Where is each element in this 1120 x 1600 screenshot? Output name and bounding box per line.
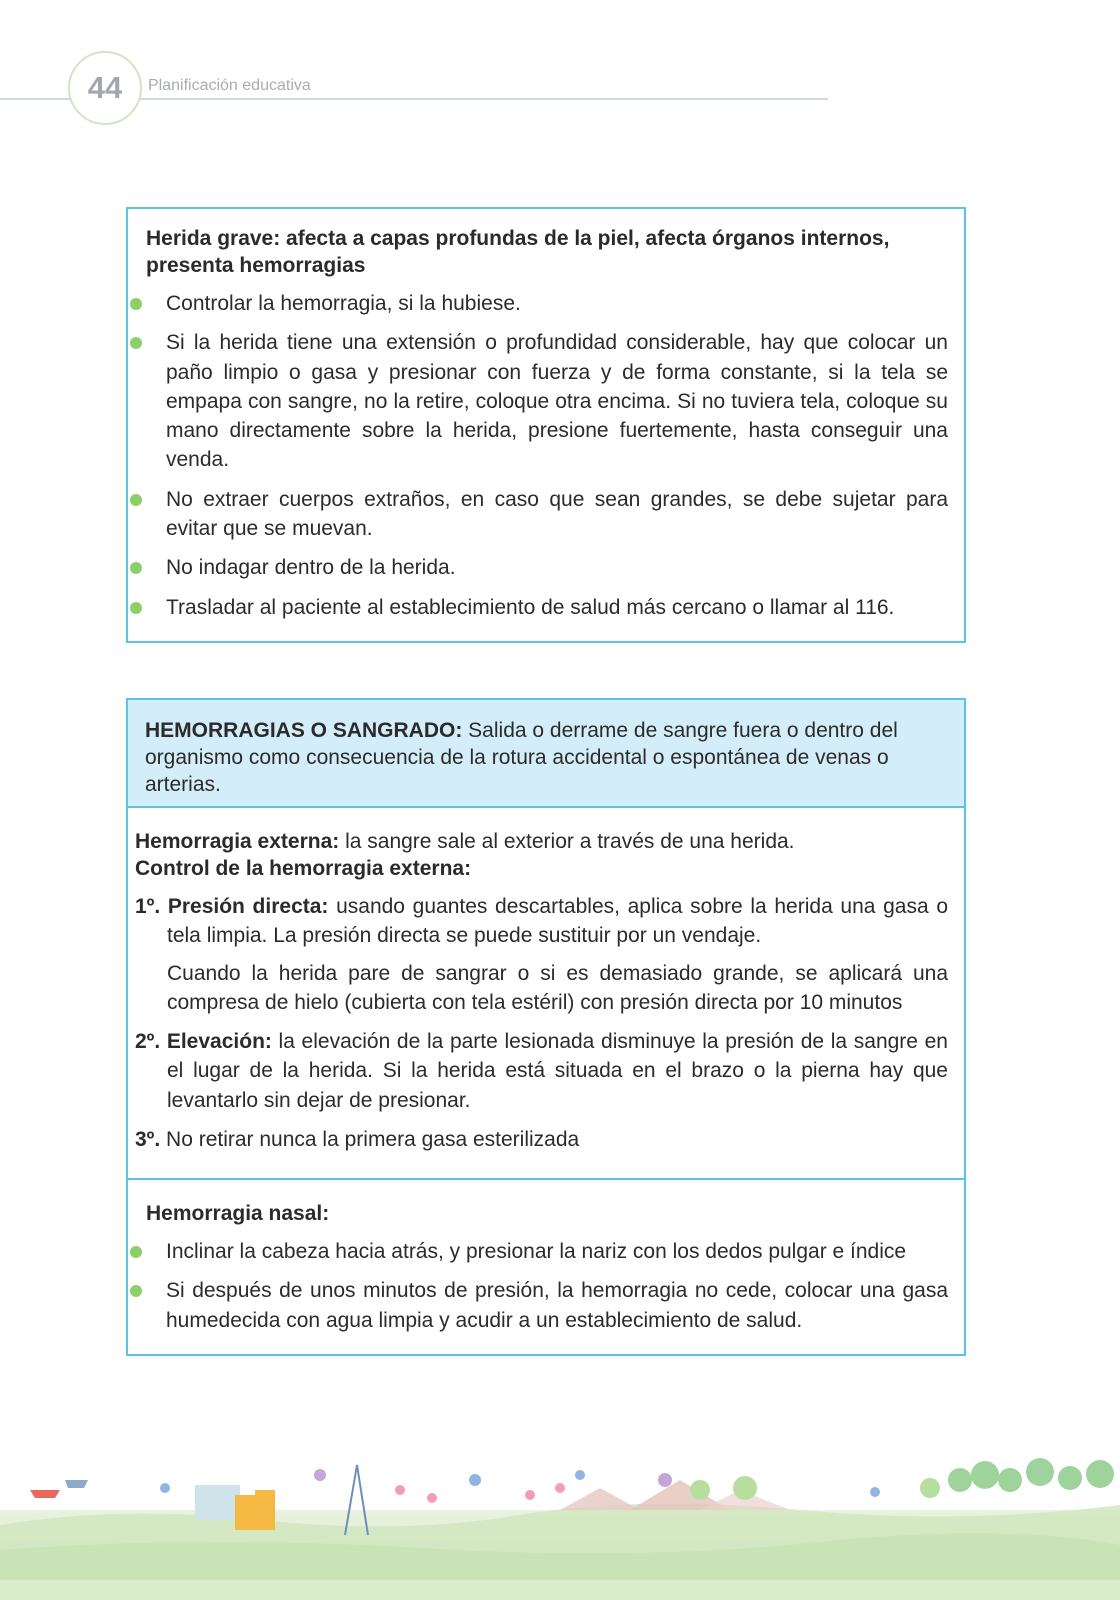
page-number: 44: [68, 51, 142, 125]
list-item: Si la herida tiene una extensión o profundidad considerable, hay que colocar un paño limpio o gasa y presionar con fuerza y de forma constante, si la tela se empapa con sangre, no la retire, coloque otra encima. Si no tuviera tela, coloque su mano directamente sobre la herida, presione fuertemente, hasta conseguir una venda.: [146, 328, 948, 474]
landscape-illustration: [0, 1450, 1120, 1600]
nasal-hemorrhage-section: [128, 1180, 964, 1335]
nasal-hemorrhage-heading: Hemorragia nasal:: [146, 1202, 330, 1225]
severe-wound-heading: Herida grave: afecta a capas profundas de la piel, afecta órganos internos, presenta hemorragias: [146, 227, 890, 277]
step-text: No retirar nunca la primera gasa esterilizada: [160, 1128, 580, 1152]
hemorrhage-definition-text: Salida o derrame de sangre fuera o dentro del organismo como consecuencia de la rotura accidental o espontánea de venas o arterias.: [145, 719, 898, 796]
list-item: Inclinar la cabeza hacia atrás, y presionar la nariz con los dedos pulgar e índice: [146, 1237, 948, 1266]
bullet-icon: [130, 298, 142, 310]
running-header-title: Planificación educativa: [148, 77, 311, 94]
external-hemorrhage-section: [128, 808, 964, 1180]
step-text: usando guantes descartables, aplica sobre la herida una gasa o tela limpia. La presión directa se puede sustituir por un vendaje.: [167, 895, 949, 948]
step-2: [135, 1027, 948, 1115]
list-item: No extraer cuerpos extraños, en caso que sean grandes, se debe sujetar para evitar que se muevan.: [146, 485, 948, 544]
step-1-note: Cuando la herida pare de sangrar o si es demasiado grande, se aplicará una compresa de hielo (cubierta con tela estéril) con presión directa por 10 minutos: [167, 961, 948, 1014]
step-number: 1º.: [135, 895, 161, 918]
bullet-icon: [130, 562, 142, 574]
step-3: [135, 1125, 948, 1154]
severe-wound-list: [146, 289, 948, 622]
hemorrhage-box: [126, 698, 966, 1356]
severe-wound-box: [126, 207, 966, 643]
bullet-icon: [130, 494, 142, 506]
external-hemorrhage-text: la sangre sale al exterior a través de una herida.: [339, 830, 795, 853]
nasal-hemorrhage-list: [146, 1237, 948, 1335]
external-hemorrhage-line: [135, 828, 948, 855]
bullet-icon: [130, 1285, 142, 1297]
bullet-icon: [130, 337, 142, 349]
step-number: 2º.: [135, 1030, 161, 1054]
step-label: Elevación:: [160, 1030, 272, 1054]
step-text: la elevación de la parte lesionada disminuye la presión de la sangre en el lugar de la herida. Si la herida está situada en el brazo o la pierna hay que levantarlo sin dejar de presionar.: [167, 1030, 948, 1112]
hemorrhage-title: HEMORRAGIAS O SANGRADO:: [145, 719, 463, 742]
list-item: Controlar la hemorragia, si la hubiese.: [146, 289, 948, 318]
list-item: No indagar dentro de la herida.: [146, 553, 948, 582]
step-label: Presión directa:: [160, 895, 329, 918]
external-hemorrhage-label: Hemorragia externa:: [135, 830, 340, 853]
list-item: Si después de unos minutos de presión, la hemorragia no cede, colocar una gasa humedecida con agua limpia y acudir a un establecimiento de salud.: [146, 1276, 948, 1335]
step-number: 3º.: [135, 1128, 161, 1152]
bullet-icon: [130, 602, 142, 614]
step-1: [135, 892, 948, 951]
hemorrhage-definition: [128, 700, 964, 808]
list-item: Trasladar al paciente al establecimiento de salud más cercano o llamar al 116.: [146, 593, 948, 622]
bullet-icon: [130, 1246, 142, 1258]
control-heading: Control de la hemorragia externa:: [135, 857, 472, 880]
